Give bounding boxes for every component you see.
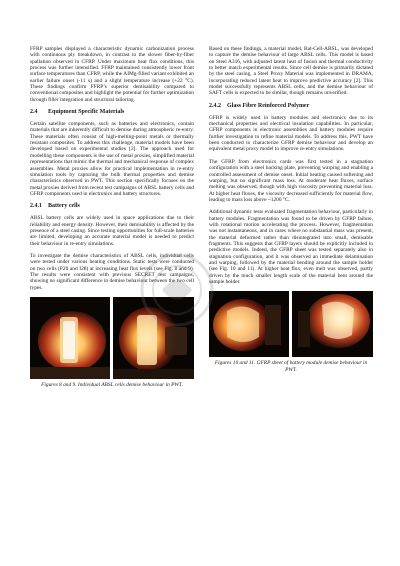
figure-11-image — [292, 291, 373, 357]
section-2-4-number: 2.4 — [30, 109, 38, 116]
flame-image-icon — [30, 297, 110, 379]
section-2-4-1-number: 2.4.1 — [30, 203, 42, 210]
right-column — [209, 46, 373, 373]
section-2-4-1-heading — [30, 203, 194, 210]
section-2-4-2-number: 2.4.2 — [209, 102, 221, 109]
figures-10-11-caption: Figures 10 and 11. GFRP sheet of battery module demise behaviour in PWT. — [214, 360, 368, 373]
section-2-4-title: Equipment Specific Materials — [48, 109, 125, 116]
left-intro-paragraph: FFRP samples displayed a characteristic dynamic carbonization process with continuous ply breakdown, in contrast to the slower fiber-by-fiber spallation observed in CFRP. Under maximum heat flux conditions, this process was further intensified. FFRP maintained consistently lower front surface temperatures than CFRP, while the AIMg-filled variant exhibited an earlier failure onset (-11 s) and a slight temperature increase (+22 °C). These findings confirm FFRP’s superior demisability compared to conventional composites and highlight the potential for further optimization through filler integration and structural tailoring. — [30, 46, 194, 103]
left-column — [30, 46, 194, 388]
section-2-4-paragraph: Certain satellite components, such as batteries and electronics, contain materials that are inherently difficult to demise during atmospheric re-entry. These materials often consist of high-melting-point metals or thermally resistant composites. To address this challenge, material models have been developed based on experimental studies [2]. The approach used for modelling these components is the use of metal proxies, simplified material representations that mimic the thermal and mechanical response of complex assemblies. Metal proxies allow for practical implementation in re-entry simulation tools by capturing the bulk thermal properties and demise characteristics observed in PWT. This section specifically focuses on the metal proxies derived from recent test campaigns of ABSL battery cells and GFRP components used in electronics and battery structures. — [30, 121, 194, 197]
figures-10-11 — [209, 291, 373, 357]
figure-10-image — [209, 291, 289, 357]
seal-watermark-icon — [138, 251, 216, 329]
flame-image-icon — [209, 291, 289, 357]
flame-image-icon — [292, 291, 373, 357]
section-2-4-heading — [30, 109, 194, 116]
figure-8-image — [30, 297, 110, 379]
section-2-4-2-paragraph-1: GFRP is widely used in battery modules and electronics due to its mechanical properties and electrical insulation capabilities. In particular, GFRP components in electronic assemblies and battery modules require further investigation to refine material models. To address this, PWT have been conducted to characterize GFRP demise behaviour and develop an equivalent metal proxy model to improve re-entry simulations. — [209, 114, 373, 153]
right-intro-paragraph: Based on these findings, a material model, Bat-Cell-ABSL, was developed to capture the demise behaviour of large ABSL cells. This model is based on Steel A316, with adjusted latent heat of fusion and thermal conductivity to better match experimental results. Since cell demise is primarily dictated by the steel casing, a Steel Proxy Material was implemented in DRAMA, incorporating reduced latent heat to improve predictive accuracy [2]. This model successfully represents ABSL cells, and the demise behaviour of SAFT cells is expected to be similar, though remains unverified. — [209, 46, 373, 97]
section-2-4-1-paragraph-1: ABSL battery cells are widely used in space applications due to their reliability and energy density. However, their demisability is affected by the presence of a steel casing. Since testing opportunities for full-scale batteries are limited, developing an accurate material model is needed to predict their behaviour in re-entry simulations. — [30, 215, 194, 247]
section-2-4-2-title: Glass Fibre Reinforced Polymer — [227, 102, 310, 109]
section-2-4-1-title: Battery cells — [48, 203, 80, 210]
section-2-4-2-heading — [209, 103, 373, 110]
figures-8-9-caption: Figures 8 and 9. Individual ABSL cells demise behaviour in PWT. — [41, 382, 183, 388]
section-2-4-2-paragraph-3: Additional dynamic tests evaluated fragmentation behaviour, particularly in battery modules. Fragmentation was found to be driven by GFRP failure, with rotational motion accelerating the process. However, fragmentation was not instantaneous, and in cases where no substantial mass was present, the material deformed rather than disintegrated into small, demisable fragments. This suggests that GFRP layers should be explicitly included in predictive models. Indeed, the GFRP sheet was tested separately also in stagnation configuration, and it was observed an immediate delamination and warping, followed by the material bending around the sample holder (see Fig. 10 and 11). At higher heat flux, even melt was observed, partly driven by the much smaller length scale of the material bent around the sample holder. — [209, 209, 373, 285]
section-2-4-1-paragraph-2: To investigate the demise characteristics of ABSL cells, individual cells were tested under various heating conditions. Static tests were conducted on two cells (P20 and I28) at increasing heat flux levels (see Fig. 8 and 9). The results were consistent with previous SECRET test campaigns, showing no significant difference in demise behaviour between the two cell types. — [30, 252, 194, 291]
section-2-4-2-paragraph-2: The GFRP from electronics cards was first tested in a stagnation configuration with a steel backing plate, preventing warping and enabling a controlled assessment of demise onset. Initial heating caused softening and warping, but no significant mass loss. At moderate heat fluxes, surface melting was observed, though with high viscosity preventing material loss. At higher heat fluxes, the viscosity decreased sufficiently for material flow, leading to mass loss above ~1200 °C. — [209, 158, 373, 203]
